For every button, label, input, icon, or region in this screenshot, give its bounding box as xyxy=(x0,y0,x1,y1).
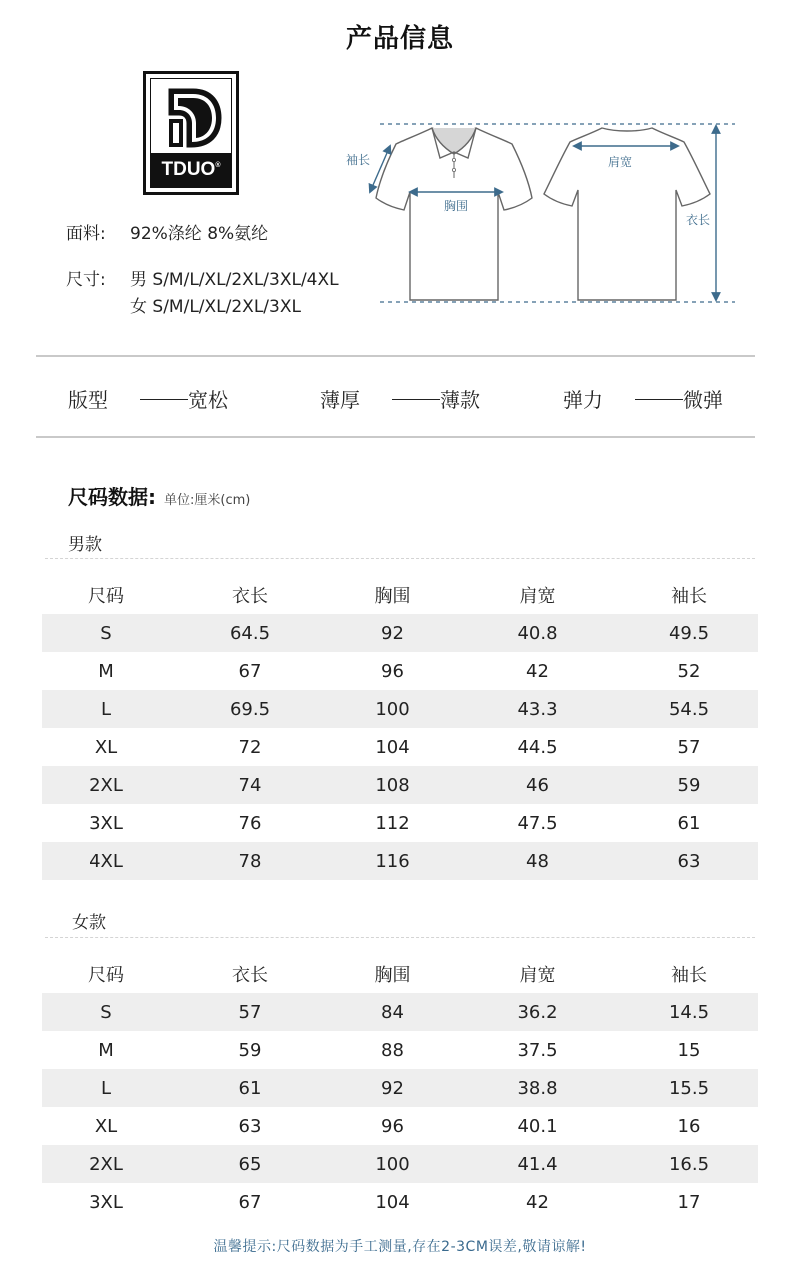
table-cell: 74 xyxy=(238,774,262,796)
table-cell: 43.3 xyxy=(517,698,558,720)
chest-label: 胸围 xyxy=(444,199,469,213)
table-cell: 108 xyxy=(375,774,410,796)
divider xyxy=(36,355,755,357)
table-cell: 16.5 xyxy=(668,1153,710,1175)
table-cell: 100 xyxy=(375,1153,410,1175)
table-cell: 76 xyxy=(238,812,262,834)
table-cell: 15.5 xyxy=(668,1077,710,1099)
table-row xyxy=(42,842,758,880)
size-men-value: 男 S/M/L/XL/2XL/3XL/4XL xyxy=(130,270,339,290)
table-cell: 54.5 xyxy=(668,698,710,720)
table-cell: 64.5 xyxy=(229,622,271,644)
table-cell: 37.5 xyxy=(517,1039,558,1061)
table-cell: S xyxy=(100,1001,112,1023)
table-cell: 63 xyxy=(677,850,701,872)
table-cell: 16 xyxy=(677,1115,701,1137)
table-cell: 49.5 xyxy=(668,622,710,644)
table-cell: 47.5 xyxy=(517,812,558,834)
attribute-value: 宽松 xyxy=(188,388,228,412)
measurement-diagram xyxy=(340,112,770,312)
attribute-value: 微弹 xyxy=(683,388,723,412)
table-cell: 78 xyxy=(238,850,262,872)
sleeve-length-label: 袖长 xyxy=(346,153,371,167)
unit-label: 单位:厘米(cm) xyxy=(164,493,251,508)
table-cell: XL xyxy=(94,736,118,758)
table-cell: 92 xyxy=(381,1077,404,1099)
table-cell: 67 xyxy=(238,660,262,682)
table-cell: 52 xyxy=(677,660,701,682)
table-cell: 104 xyxy=(375,736,410,758)
front-shirt-icon xyxy=(376,128,532,300)
table-cell: 65 xyxy=(238,1153,262,1175)
table-cell: 57 xyxy=(677,736,701,758)
table-cell: 42 xyxy=(526,1191,549,1213)
table-cell: M xyxy=(98,1039,114,1061)
table-cell: 63 xyxy=(238,1115,262,1137)
dashed-divider xyxy=(45,558,755,559)
women-size-table xyxy=(42,955,758,1221)
column-header: 胸围 xyxy=(374,586,411,607)
table-cell: 3XL xyxy=(89,812,123,834)
attribute-stretch xyxy=(563,384,723,413)
men-section-label: 男款 xyxy=(68,535,102,555)
table-cell: 2XL xyxy=(89,1153,123,1175)
divider xyxy=(36,436,755,438)
attribute-value: 薄款 xyxy=(440,388,480,412)
table-cell: L xyxy=(100,698,112,720)
size-data-title: 尺码数据: xyxy=(68,485,156,509)
dashed-divider xyxy=(45,937,755,938)
table-cell: 36.2 xyxy=(517,1001,558,1023)
fabric-info xyxy=(66,219,268,244)
attribute-fit xyxy=(68,384,228,413)
table-cell: 3XL xyxy=(89,1191,123,1213)
tduo-logo-icon xyxy=(165,87,225,149)
table-cell: 104 xyxy=(375,1191,410,1213)
page-title: 产品信息 xyxy=(345,24,454,54)
table-cell: M xyxy=(98,660,114,682)
size-data-heading xyxy=(68,481,250,510)
shoulder-label: 肩宽 xyxy=(608,155,633,169)
table-cell: 14.5 xyxy=(668,1001,710,1023)
dash-line xyxy=(635,399,683,400)
size-info xyxy=(66,265,339,290)
table-cell: 46 xyxy=(526,774,549,796)
table-cell: 96 xyxy=(381,660,404,682)
size-label: 尺寸: xyxy=(66,270,106,290)
table-cell: 40.8 xyxy=(517,622,558,644)
table-cell: 96 xyxy=(381,1115,404,1137)
table-cell: 72 xyxy=(238,736,262,758)
table-cell: 15 xyxy=(677,1039,701,1061)
table-row xyxy=(42,690,758,728)
column-header: 尺码 xyxy=(88,965,124,986)
table-row xyxy=(42,652,758,690)
table-header-row xyxy=(42,576,758,614)
table-row xyxy=(42,1107,758,1145)
table-cell: 2XL xyxy=(89,774,123,796)
table-row xyxy=(42,766,758,804)
brand-logo xyxy=(143,71,239,195)
table-cell: 69.5 xyxy=(229,698,271,720)
dash-line xyxy=(140,399,188,400)
table-cell: XL xyxy=(94,1115,118,1137)
table-cell: 92 xyxy=(381,622,404,644)
column-header: 肩宽 xyxy=(519,586,556,607)
column-header: 衣长 xyxy=(232,965,268,986)
table-cell: 40.1 xyxy=(517,1115,558,1137)
table-header-row xyxy=(42,955,758,993)
attribute-thickness xyxy=(320,384,480,413)
size-women-value: 女 S/M/L/XL/2XL/3XL xyxy=(130,297,301,317)
table-row xyxy=(42,1031,758,1069)
column-header: 胸围 xyxy=(374,965,411,986)
table-row xyxy=(42,1069,758,1107)
dash-line xyxy=(392,399,440,400)
attribute-key: 弹力 xyxy=(563,388,603,412)
table-cell: 41.4 xyxy=(517,1153,558,1175)
column-header: 袖长 xyxy=(671,965,707,986)
logo-wordmark: TDUO® xyxy=(151,153,231,187)
table-cell: L xyxy=(100,1077,112,1099)
footer-note: 温馨提示:尺码数据为手工测量,存在2-3CM误差,敬请谅解! xyxy=(213,1239,587,1255)
table-cell: 100 xyxy=(375,698,410,720)
table-row xyxy=(42,1183,758,1221)
table-cell: 116 xyxy=(375,850,410,872)
attribute-key: 版型 xyxy=(68,388,108,412)
table-cell: 67 xyxy=(238,1191,262,1213)
table-cell: 59 xyxy=(238,1039,262,1061)
table-row xyxy=(42,1145,758,1183)
table-cell: 48 xyxy=(526,850,549,872)
women-section-label: 女款 xyxy=(72,913,106,933)
table-cell: 17 xyxy=(677,1191,701,1213)
table-cell: S xyxy=(100,622,112,644)
table-cell: 4XL xyxy=(89,850,123,872)
table-cell: 57 xyxy=(238,1001,262,1023)
table-cell: 38.8 xyxy=(517,1077,558,1099)
table-row xyxy=(42,614,758,652)
table-cell: 42 xyxy=(526,660,549,682)
table-row xyxy=(42,804,758,842)
table-cell: 61 xyxy=(238,1077,262,1099)
table-cell: 112 xyxy=(375,812,410,834)
table-cell: 59 xyxy=(677,774,701,796)
table-cell: 88 xyxy=(381,1039,404,1061)
column-header: 衣长 xyxy=(232,586,268,607)
column-header: 袖长 xyxy=(671,586,707,607)
table-row xyxy=(42,993,758,1031)
men-size-table xyxy=(42,576,758,880)
column-header: 尺码 xyxy=(88,586,124,607)
column-header: 肩宽 xyxy=(519,965,556,986)
fabric-value: 92%涤纶 8%氨纶 xyxy=(130,224,269,244)
table-cell: 84 xyxy=(381,1001,404,1023)
length-label: 衣长 xyxy=(686,213,711,227)
table-cell: 44.5 xyxy=(517,736,558,758)
table-row xyxy=(42,728,758,766)
fabric-label: 面料: xyxy=(66,224,106,244)
attribute-key: 薄厚 xyxy=(320,388,360,412)
table-cell: 61 xyxy=(677,812,701,834)
